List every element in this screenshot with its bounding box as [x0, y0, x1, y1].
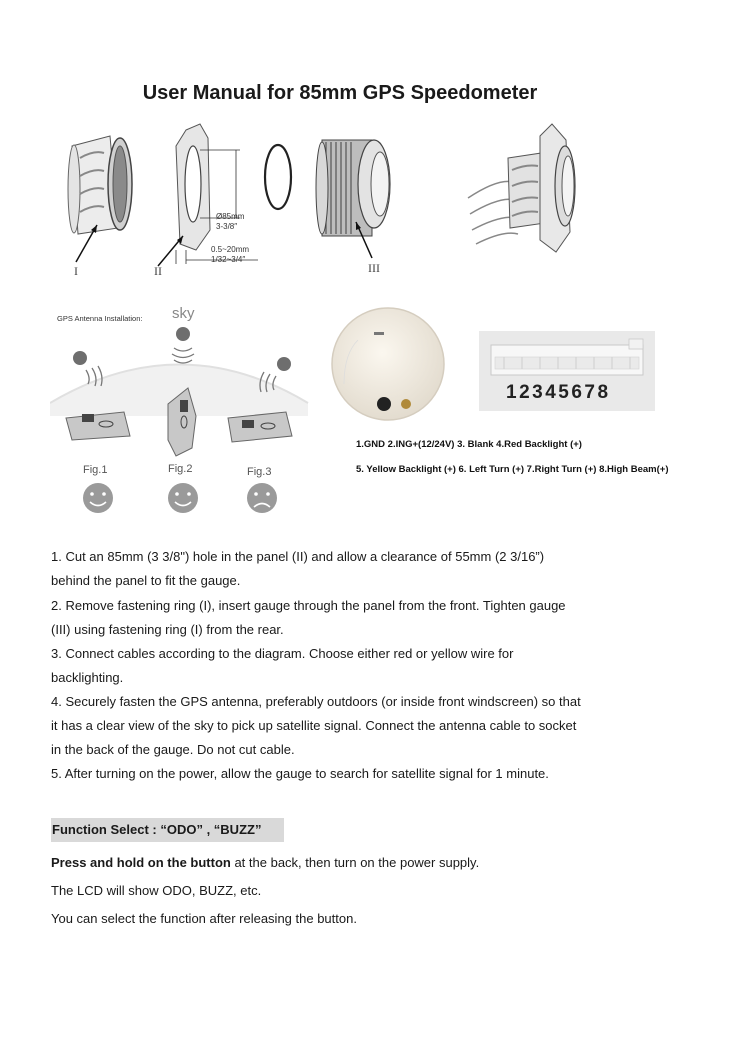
gauge-rear-photo: [330, 306, 448, 424]
function-select-paragraph-2: The LCD will show ODO, BUZZ, etc.: [51, 883, 262, 898]
fig-3-label: Fig.3: [247, 466, 272, 478]
instruction-step-line: 1. Cut an 85mm (3 3/8") hole in the panel (II) and allow a clearance of 55mm (2 3/16”): [51, 549, 545, 564]
instruction-step-line: 2. Remove fastening ring (I), insert gauge through the panel from the front. Tighten gauge: [51, 598, 566, 613]
instruction-step-line: (III) using fastening ring (I) from the rear.: [51, 622, 284, 637]
fastening-ring-illustration: [68, 136, 132, 262]
instruction-step-line: behind the panel to fit the gauge.: [51, 573, 241, 588]
sad-face-3: [247, 483, 277, 513]
connector-photo: [479, 331, 655, 411]
satellite-icon: [73, 351, 87, 365]
part-label-i: I: [74, 264, 78, 278]
panel-thickness-label: 0.5~20mm 1/32~3/4″: [211, 245, 250, 264]
smiley-face-2: [168, 483, 198, 513]
satellite-icon: [176, 327, 190, 341]
function-select-heading: Function Select : “ODO” , “BUZZ”: [51, 818, 284, 842]
instruction-step-line: backlighting.: [51, 670, 124, 685]
smiley-face-1: [83, 483, 113, 513]
part-label-ii: II: [154, 264, 162, 278]
gauge-body-illustration: [316, 140, 390, 258]
part-label-iii: III: [368, 261, 380, 275]
fig-2-label: Fig.2: [168, 463, 193, 475]
connector-pin-numbers: 12345678: [506, 382, 611, 403]
sky-label: sky: [172, 305, 195, 322]
instruction-step-line: 3. Connect cables according to the diagram. Choose either red or yellow wire for: [51, 646, 514, 661]
instruction-step-line: in the back of the gauge. Do not cut cable.: [51, 742, 295, 757]
fig-1-label: Fig.1: [83, 464, 108, 476]
installation-diagram: [0, 112, 732, 287]
function-select-paragraph-1: [51, 855, 479, 870]
press-hold-rest: at the back, then turn on the power supply.: [230, 855, 480, 870]
button-icon: [377, 397, 391, 411]
antenna-socket-icon: [401, 399, 411, 409]
gps-antenna-label: GPS Antenna Installation:: [57, 314, 143, 323]
gps-antenna-illustration: [50, 308, 315, 523]
press-hold-emphasis: Press and hold on the button: [51, 855, 231, 870]
satellite-icon: [277, 357, 291, 371]
wiring-legend-line-1: 1.GND 2.ING+(12/24V) 3. Blank 4.Red Backlight (+): [356, 439, 582, 450]
wiring-legend-line-2: 5. Yellow Backlight (+) 6. Left Turn (+) 7.Right Turn (+) 8.High Beam(+): [356, 464, 669, 475]
assembled-gauge-illustration: [468, 124, 575, 252]
hole-dimension-label: Ø85mm 3-3/8″: [216, 212, 245, 231]
page-title: User Manual for 85mm GPS Speedometer: [142, 82, 538, 104]
function-select-paragraph-3: You can select the function after releasing the button.: [51, 911, 357, 926]
instruction-step-line: 4. Securely fasten the GPS antenna, preferably outdoors (or inside front windscreen) so that: [51, 694, 581, 709]
instruction-step-line: it has a clear view of the sky to pick up satellite signal. Connect the antenna cable to socket: [51, 718, 577, 733]
o-ring-illustration: [265, 145, 291, 209]
instruction-step-line: 5. After turning on the power, allow the gauge to search for satellite signal for 1 minute.: [51, 766, 549, 781]
